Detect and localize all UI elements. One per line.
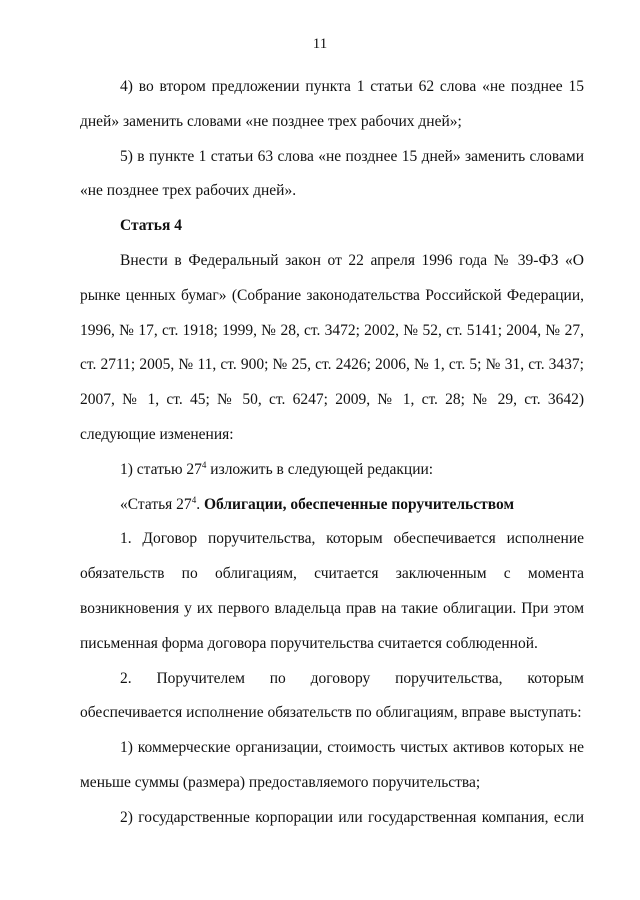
article-27-4-title	[80, 488, 584, 523]
paragraph-item-4: 4) во втором предложении пункта 1 статьи 62 слова «не позднее 15 дней» заменить словами «не позднее трех рабочих дней»;	[80, 78, 584, 130]
paragraph-article-27-4-intro	[80, 453, 584, 488]
article-title-bold: Облигации, обеспеченные поручительством	[203, 495, 514, 513]
paragraph-subclause-2: 2) государственные корпорации или государственная компания, если	[120, 808, 584, 826]
document-body	[80, 70, 584, 836]
paragraph-clause-2: 2. Поручителем по договору поручительства, которым обеспечивается исполнение обязательств по облигациям, вправе выступать:	[80, 669, 584, 722]
paragraph-amendment-intro: Внести в Федеральный закон от 22 апреля 1996 года № 39-ФЗ «О рынке ценных бумаг» (Собрание законодательства Российской Федерации, 1996, № 17, ст. 1918; 1999, № 28, ст. 3472; 2002, № 52, ст. 5141; 2004, № 27, ст. 2711; 2005, № 11, ст. 900; № 25, ст. 2426; 2006, № 1, ст. 5; № 31, ст. 3437; 2007, № 1, ст. 45; № 50, ст. 6247; 2009, № 1, ст. 28; № 29, ст. 3642) следующие изменения:	[80, 251, 584, 443]
superscript: 4	[191, 494, 197, 505]
text-run: изложить в следующей редакции:	[206, 460, 434, 478]
paragraph-clause-1: 1. Договор поручительства, которым обеспечивается исполнение обязательств по облигациям, считается заключенным с момента возникновения у их первого владельца прав на такие облигации. При этом письменная форма договора поручительства считается соблюденной.	[80, 530, 584, 652]
superscript: 4	[201, 459, 207, 470]
text-run: .	[196, 495, 204, 513]
page-number: 11	[312, 36, 328, 52]
text-run: «Статья 27	[120, 495, 192, 513]
paragraph-subclause-1: 1) коммерческие организации, стоимость чистых активов которых не меньше суммы (размера) предоставляемого поручительства;	[80, 739, 584, 791]
paragraph-item-5: 5) в пункте 1 статьи 63 слова «не позднее 15 дней» заменить словами «не позднее трех рабочих дней».	[80, 147, 584, 200]
text-run: 1) статью 27	[120, 460, 202, 478]
article-heading: Статья 4	[120, 217, 182, 235]
